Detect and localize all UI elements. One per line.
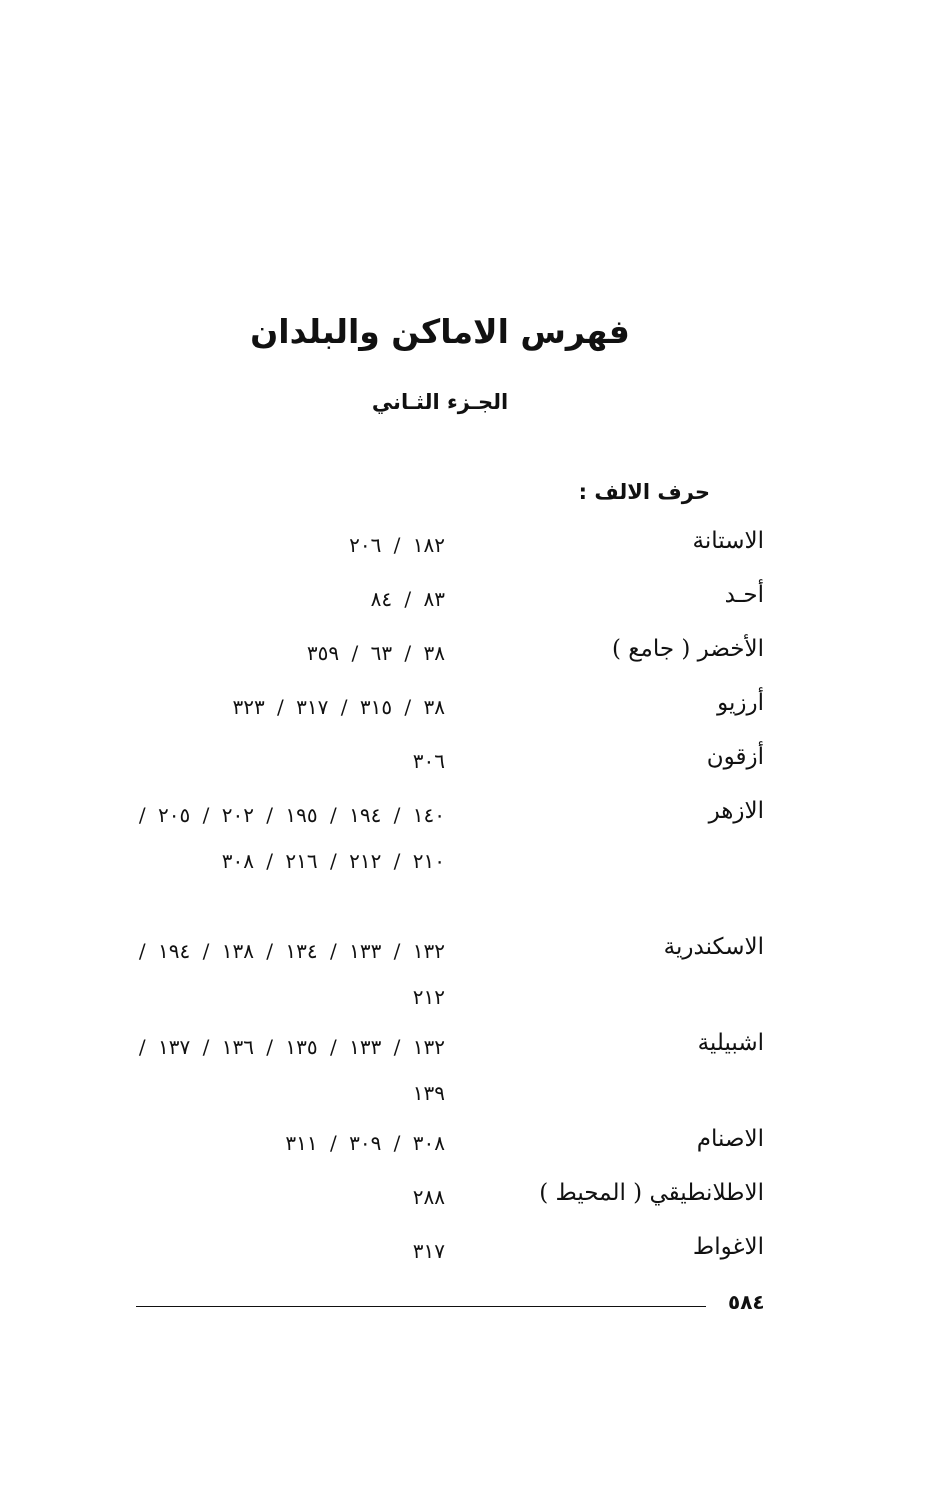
- index-entry: [0, 928, 950, 1024]
- entry-pages: ٨٣ / ٨٤: [370, 587, 445, 611]
- page-number: ٥٨٤: [728, 1290, 765, 1314]
- index-entry: [0, 1120, 950, 1174]
- entry-name: الازهر: [708, 798, 764, 824]
- index-entry: [0, 630, 950, 684]
- index-entry: [0, 738, 950, 792]
- footer-rule: [136, 1306, 706, 1307]
- entry-pages: ١٣٢ / ١٣٣ / ١٣٥ / ١٣٦ / ١٣٧ / ١٣٩: [138, 1035, 445, 1105]
- entry-pages: ٣٠٦: [412, 749, 445, 773]
- entry-name: أحـد: [724, 582, 764, 608]
- entry-name: أزقون: [706, 744, 764, 770]
- entry-pages: ٣٨ / ٦٣ / ٣٥٩: [306, 641, 445, 665]
- index-entry: [0, 1174, 950, 1228]
- entry-pages: ٢٨٨: [412, 1185, 445, 1209]
- index-entries: [0, 522, 950, 1282]
- entry-name: الاستانة: [692, 528, 764, 554]
- entry-name: أرزيو: [717, 690, 764, 716]
- index-entry: [0, 1228, 950, 1282]
- entry-name: الأخضر ( جامع ): [611, 636, 764, 662]
- entry-pages: ١٨٢ / ٢٠٦: [349, 533, 445, 557]
- entry-name: الاطلانطيقي ( المحيط ): [539, 1180, 764, 1206]
- entry-name: الاغواط: [692, 1234, 764, 1260]
- section-heading: حرف الالف :: [578, 480, 710, 504]
- index-entry: [0, 522, 950, 576]
- entry-name: الاسكندرية: [663, 934, 764, 960]
- entry-pages: ٣١٧: [412, 1239, 445, 1263]
- entry-pages: ١٣٢ / ١٣٣ / ١٣٤ / ١٣٨ / ١٩٤ / ٢١٢: [138, 939, 445, 1009]
- entry-pages: ٣٨ / ٣١٥ / ٣١٧ / ٣٢٣: [232, 695, 445, 719]
- entry-name: الاصنام: [696, 1126, 764, 1152]
- page-title: فهرس الاماكن والبلدان: [250, 312, 630, 351]
- entry-name: اشبيلية: [697, 1030, 764, 1056]
- index-entry: [0, 792, 950, 928]
- index-entry: [0, 684, 950, 738]
- index-entry: [0, 1024, 950, 1120]
- entry-pages: ١٤٠ / ١٩٤ / ١٩٥ / ٢٠٢ / ٢٠٥ / ٢١٠ / ٢١٢ / ٢١٦ / ٣٠٨: [138, 803, 445, 873]
- index-entry: [0, 576, 950, 630]
- entry-pages: ٣٠٨ / ٣٠٩ / ٣١١: [285, 1131, 445, 1155]
- page-subtitle: الجـزء الثـاني: [371, 390, 509, 414]
